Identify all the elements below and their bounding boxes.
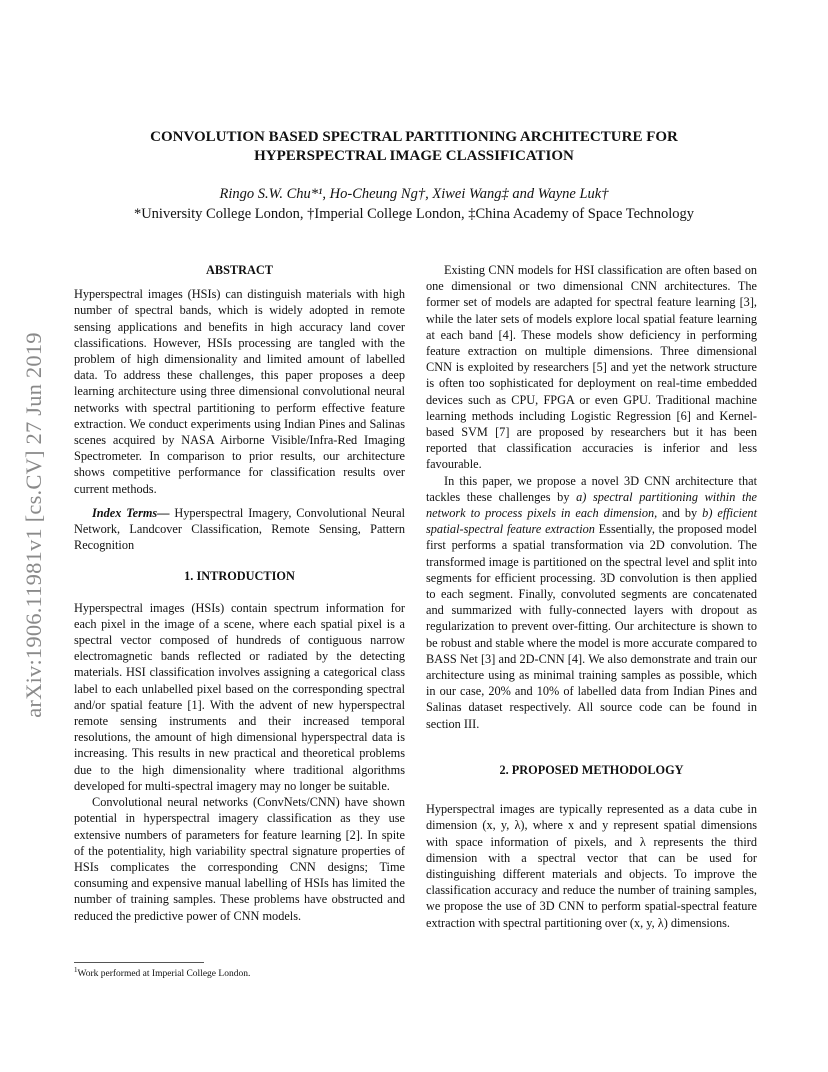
title-line-2: HYPERSPECTRAL IMAGE CLASSIFICATION [254,148,574,164]
footnote-text: Work performed at Imperial College London. [77,969,251,980]
footnote-mark: 1 [74,966,78,974]
p4-text-c: and by [657,506,703,521]
arxiv-identifier: arXiv:1906.11981v1 [cs.CV] 27 Jun 2019 [21,332,46,718]
paper-title [0,128,828,166]
index-terms-label: Index Terms— [92,505,170,520]
index-terms [74,505,405,554]
p4-text-a: In this paper, we propose a novel 3D CNN architecture that tackles these challenges by [426,473,757,504]
footnote-divider [74,962,204,963]
intro-paragraph-4 [426,473,757,732]
abstract-text: Hyperspectral images (HSIs) can distinguish materials with high number of spectral bands, which is widely adopted in remote sensing applications and benefits in high accuracy land cover classifications. However, HSIs processing are tangled with the problem of high dimensionality and limited amount of labelled data. To address these challenges, this paper proposes a deep learning architecture using three dimensional convolutional neural networks with spectral partitioning to perform effective feature extraction. We conduct experiments using Indian Pines and Salinas scenes acquired by NASA Airborne Visible/Infra-Red Imaging Spectrometer. In comparison to prior results, our architecture shows competitive performance for classification results over current methods. [74,287,405,496]
intro-paragraph-3: Existing CNN models for HSI classification are often based on one dimensional or two dimensional CNN architectures. The former set of models are adapted for spectral feature learning [3], while the later sets of models explore local spatial feature learning at each band [4]. These models show deficiency in performing feature extraction on multiple dimensions. Three dimensional CNN is exploited by researchers [5] and yet the network structure is often too sophisticated for deployment on real-time embedded devices such as CPU, FPGA or even GPU. Traditional machine learning methods including Logistic Regression [6] and Kernel-based SVM [7] are proposed by researchers but it has been reported that classification accuracies is inferior and less favourable. [426,263,757,472]
p4-emphasis-a: a) spectral partitioning within the network to process pixels in each dimension, [426,489,757,521]
index-terms-text: Hyperspectral Imagery, Convolutional Neural Network, Landcover Classification, Remote Sensing, Pattern Recognition [74,505,405,553]
p4-text-e: Essentially, the proposed model first performs a spatial transformation via 2D convolution. The transformed image is partitioned on the spectral level and split into segments for efficient processing. 3D convolution is then applied to each segment. Finally, convoluted segments are concatenated and summarized with fully-connected layers with dropout as regularization to prevent over-fitting. Our architecture is shown to be robust and stable where the model is more accurate compared to BASS Net [3] and 2D-CNN [4]. We also demonstrate and train our architecture using as minimal training samples as possible, which in our case, 20% and 10% of labelled data from Indian Pines and Salinas dataset respectively. All source code can be found in section III. [426,522,757,731]
title-line-1: CONVOLUTION BASED SPECTRAL PARTITIONING ARCHITECTURE FOR [150,129,678,145]
abstract-heading: ABSTRACT [206,263,273,277]
right-column [426,262,757,931]
intro-paragraph-2: Convolutional neural networks (ConvNets/CNN) have shown potential in hyperspectral imagery classification as they use extensive numbers of parameters for feature learning [2]. In spite of the potentiality, high variability spectral signature properties of HSIs complicates the corresponding CNN designs; Time consuming and expensive manual labelling of HSIs has limited the number of training samples. These problems have obstructed and reduced the predictive power of CNN models. [74,795,405,923]
intro-paragraph-1: Hyperspectral images (HSIs) contain spectrum information for each pixel in the image of a scene, where each spatial pixel is a spectral vector composed of hundreds of contiguous narrow electromagnetic bands reflected or radiated by the detecting materials. HSI classification involves assigning a categorical class label to each unlabelled pixel based on the corresponding spectral and/or spatial feature [1]. With the advent of new hyperspectral remote sensing instruments and their increased temporal resolutions, the amount of high dimensional hyperspectral data is increasing. This results in new practical and theoretical problems due to the high dimensionality where traditional algorithms developed for multi-spectral imagery may no longer be suitable. [74,600,405,793]
method-heading: 2. PROPOSED METHODOLOGY [499,762,684,777]
footnote [74,966,250,979]
left-column [74,262,405,924]
method-paragraph-1: Hyperspectral images are typically represented as a data cube in dimension (x, y, λ), where x and y represent spatial dimensions with space information of pixels, and λ represents the third dimension with a spectral vector that can be used for distinguishing different materials and objects. To improve the classification accuracy and reduce the number of training samples, we propose the use of 3D CNN to perform spatial-spectral feature extraction with spectral partitioning over (x, y, λ) dimensions. [426,802,757,930]
affiliations: *University College London, †Imperial College London, ‡China Academy of Space Technology [133,206,695,222]
intro-heading: 1. INTRODUCTION [184,569,295,584]
p4-emphasis-b: b) efficient spatial-spectral feature extraction [426,506,757,537]
arxiv-sidebar [22,290,46,760]
author-list: Ringo S.W. Chu*¹, Ho-Cheung Ng†, Xiwei Wang‡ and Wayne Luk† [219,186,609,202]
